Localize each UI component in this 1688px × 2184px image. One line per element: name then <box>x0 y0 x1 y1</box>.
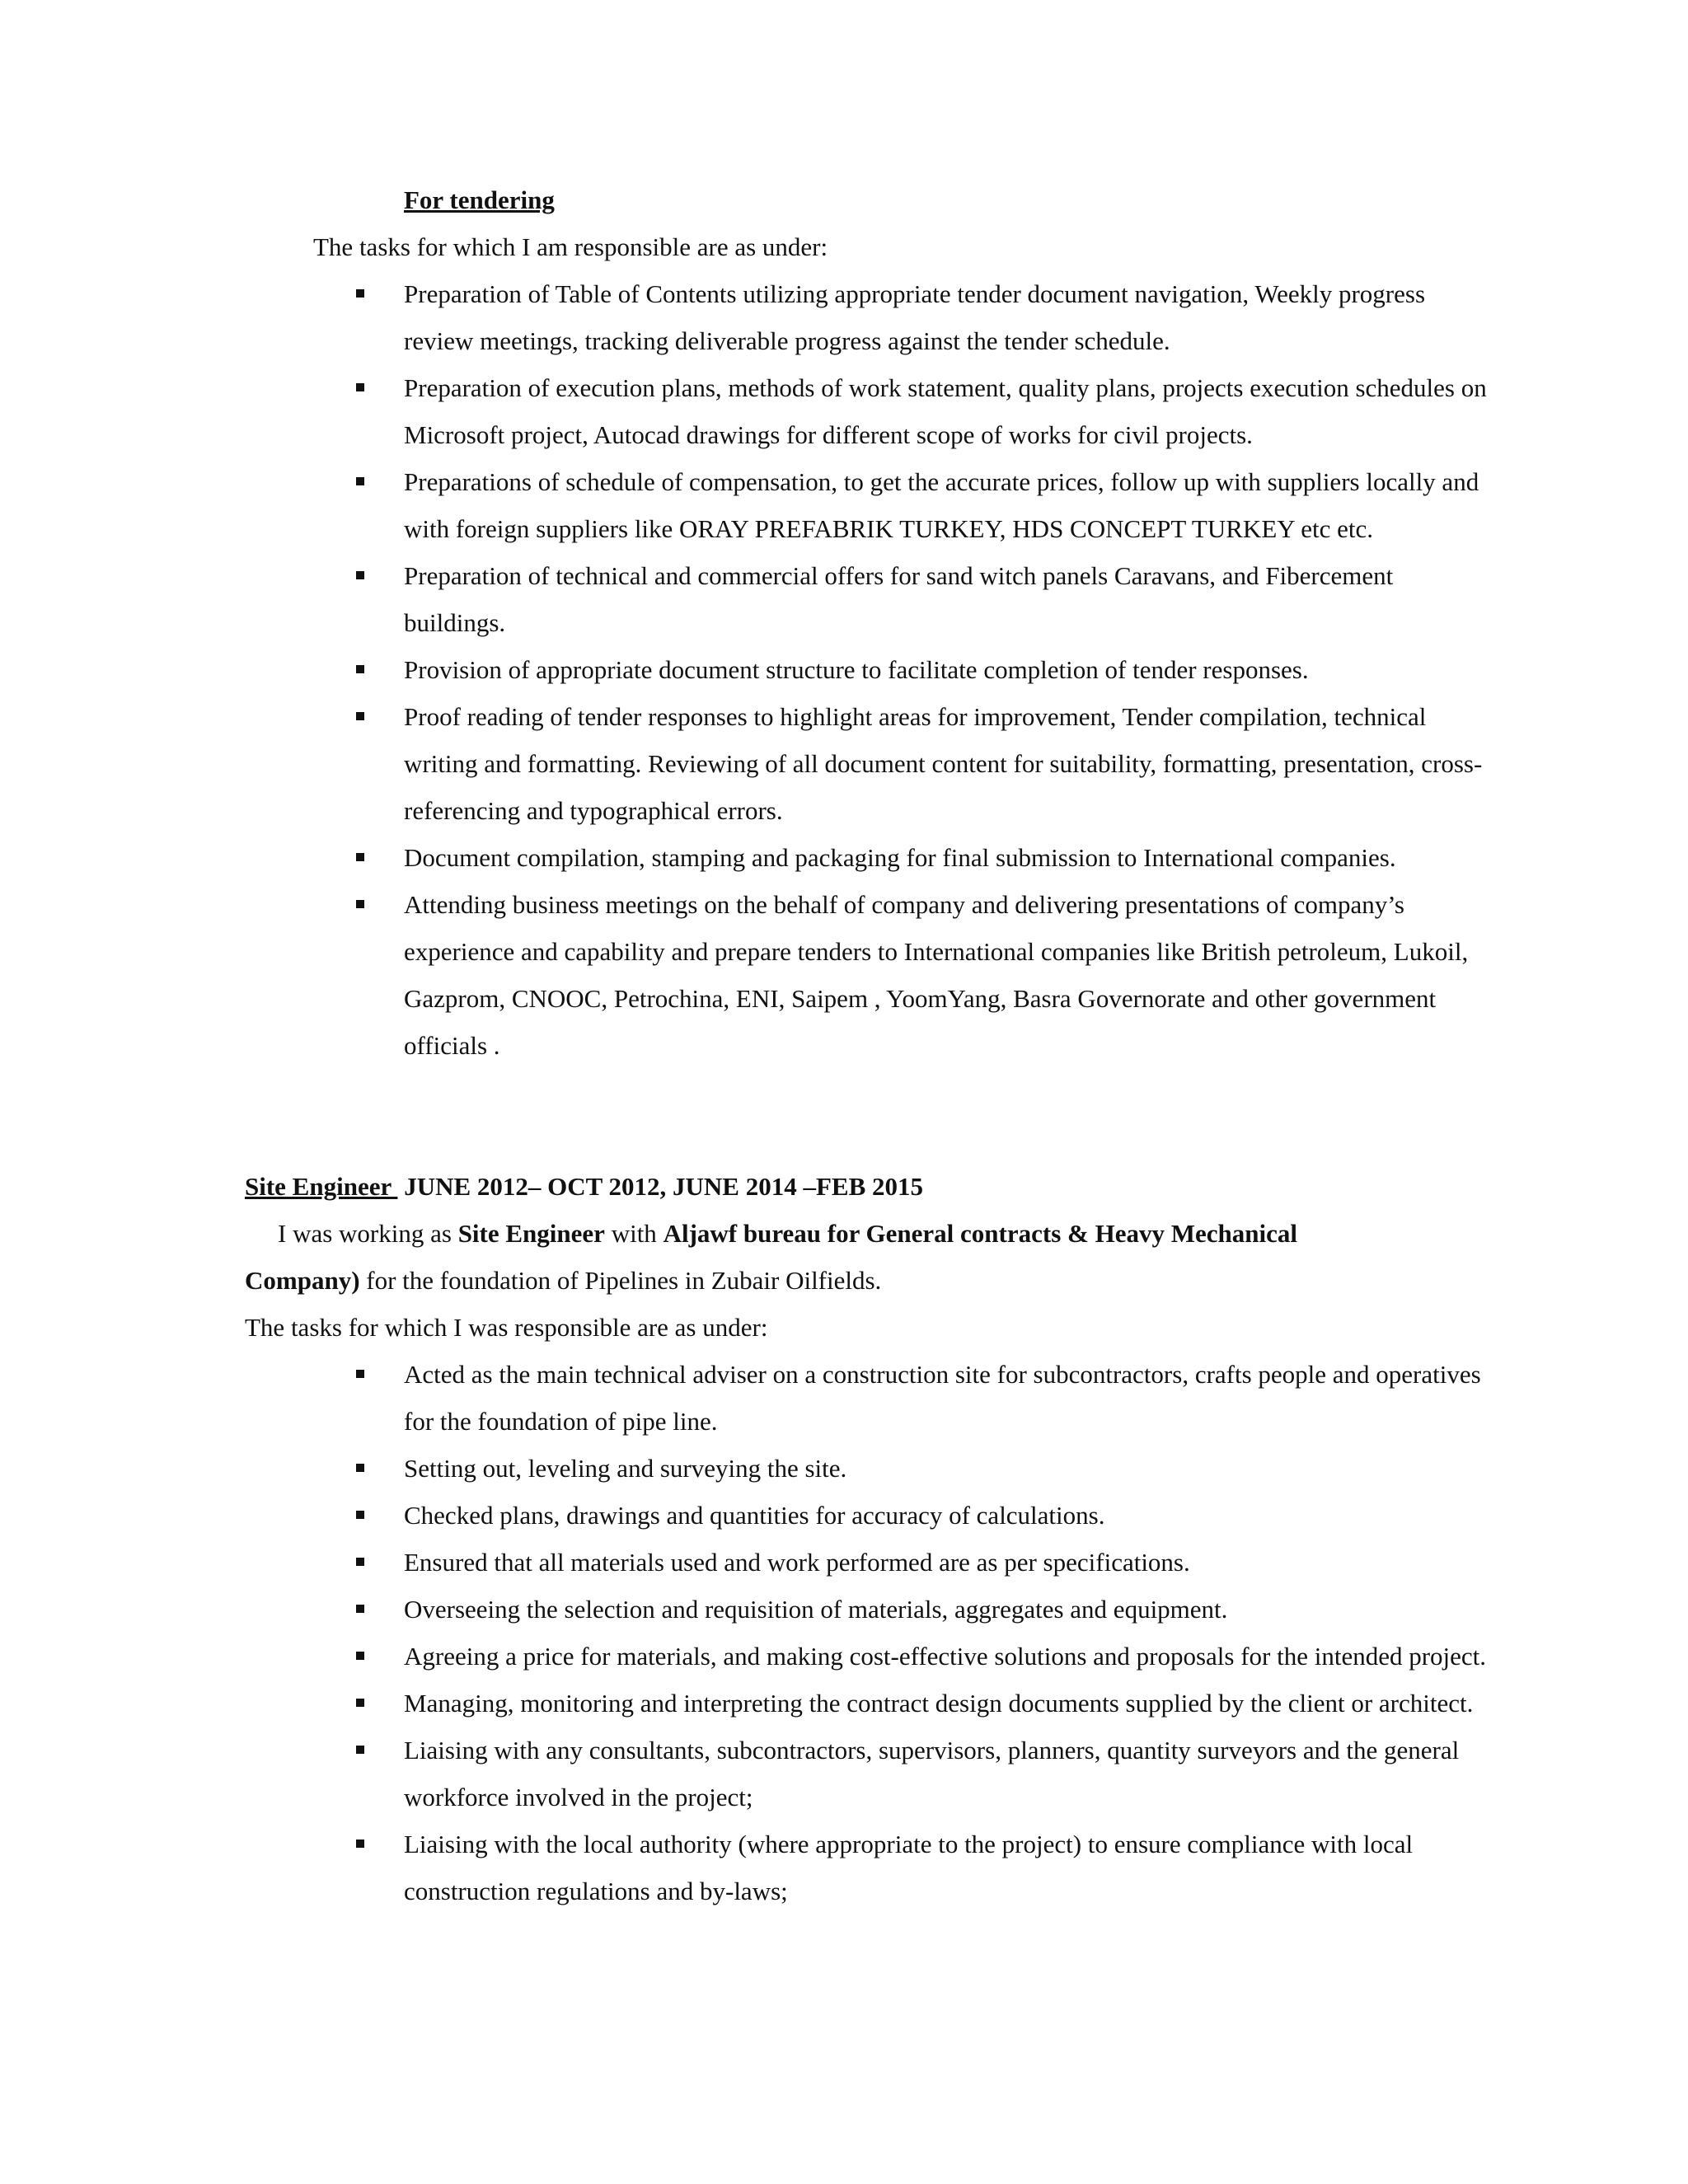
list-item <box>356 1586 1493 1633</box>
task-text: Ensured that all materials used and work performed are as per specifications. <box>404 1548 1190 1577</box>
list-item <box>356 1351 1493 1445</box>
task-text: Attending business meetings on the behalf of company and delivering presentations of company’s experience and capability and prepare tenders to International companies like British petroleum, Lukoil, Gazprom, CNOOC, Petrochina, ENI, Saipem , YoomYang, Basra Governorate and other government officials . <box>404 890 1469 1060</box>
bullet-icon <box>356 1464 364 1472</box>
bullet-icon <box>356 477 364 485</box>
task-text: Preparation of technical and commercial offers for sand witch panels Caravans, and Fibercement buildings. <box>404 561 1394 637</box>
tendering-task-list <box>356 270 1493 1069</box>
bullet-icon <box>356 665 364 673</box>
intro-role: Site Engineer <box>457 1219 605 1248</box>
site-engineer-heading <box>245 1163 923 1210</box>
site-engineer-tasks-intro: The tasks for which I was responsible are as under: <box>245 1313 768 1342</box>
task-text: Overseeing the selection and requisition of materials, aggregates and equipment. <box>404 1595 1228 1624</box>
list-item <box>356 552 1493 646</box>
tendering-intro: The tasks for which I am responsible are as under: <box>313 232 828 261</box>
bullet-icon <box>356 853 364 861</box>
site-engineer-intro <box>245 1210 1415 1304</box>
list-item <box>356 881 1493 1069</box>
list-item <box>356 270 1493 364</box>
task-text: Setting out, leveling and surveying the site. <box>404 1454 847 1483</box>
task-text: Liaising with the local authority (where appropriate to the project) to ensure compliance with local construction regulations and by-laws; <box>404 1830 1414 1905</box>
intro-company: Aljawf bureau for General contracts & Heavy Mechanical Company) <box>245 1219 1297 1295</box>
bullet-icon <box>356 1558 364 1566</box>
bullet-icon <box>356 1840 364 1848</box>
bullet-icon <box>356 712 364 720</box>
task-text: Preparations of schedule of compensation, to get the accurate prices, follow up with suppliers locally and with foreign suppliers like ORAY PREFABRIK TURKEY, HDS CONCEPT TURKEY etc etc. <box>404 467 1479 543</box>
bullet-icon <box>356 1511 364 1519</box>
bullet-icon <box>356 900 364 908</box>
bullet-icon <box>356 1370 364 1378</box>
site-engineer-task-list <box>356 1351 1493 1915</box>
list-item <box>356 1492 1493 1539</box>
intro-post: for the foundation of Pipelines in Zubair Oilfields. <box>359 1266 882 1295</box>
list-item <box>356 693 1493 834</box>
intro-mid: with <box>604 1219 663 1248</box>
bullet-icon <box>356 1699 364 1707</box>
task-text: Acted as the main technical adviser on a construction site for subcontractors, crafts people and operatives for the foundation of pipe line. <box>404 1360 1481 1436</box>
task-text: Preparation of execution plans, methods of work statement, quality plans, projects execution schedules on Microsoft project, Autocad drawings for different scope of works for civil projects. <box>404 373 1487 449</box>
list-item <box>356 1821 1493 1915</box>
list-item <box>356 1539 1493 1586</box>
task-text: Proof reading of tender responses to highlight areas for improvement, Tender compilation, technical writing and formatting. Reviewing of all document content for suitability, formatting, presentation, cross-referencing and typographical errors. <box>404 702 1483 825</box>
section-dates: JUNE 2012– OCT 2012, JUNE 2014 –FEB 2015 <box>397 1172 923 1201</box>
tendering-heading: For tendering <box>404 185 555 214</box>
list-item <box>356 1680 1493 1727</box>
list-item <box>356 834 1493 881</box>
task-text: Preparation of Table of Contents utilizing appropriate tender document navigation, Weekly progress review meetings, tracking deliverable progress against the tender schedule. <box>404 279 1426 355</box>
task-text: Provision of appropriate document structure to facilitate completion of tender responses. <box>404 655 1309 684</box>
bullet-icon <box>356 1746 364 1754</box>
bullet-icon <box>356 289 364 298</box>
task-text: Managing, monitoring and interpreting the contract design documents supplied by the client or architect. <box>404 1689 1474 1718</box>
list-item <box>356 1445 1493 1492</box>
task-text: Liaising with any consultants, subcontractors, supervisors, planners, quantity surveyors and the general workforce involved in the project; <box>404 1736 1460 1811</box>
task-text: Document compilation, stamping and packaging for final submission to International companies. <box>404 843 1396 872</box>
section-role: Site Engineer <box>245 1172 398 1201</box>
bullet-icon <box>356 383 364 391</box>
list-item <box>356 364 1493 458</box>
list-item <box>356 646 1493 693</box>
list-item <box>356 1633 1493 1680</box>
list-item <box>356 1727 1493 1821</box>
task-text: Checked plans, drawings and quantities for accuracy of calculations. <box>404 1501 1105 1530</box>
list-item <box>356 458 1493 552</box>
task-text: Agreeing a price for materials, and making cost-effective solutions and proposals for the intended project. <box>404 1642 1487 1671</box>
bullet-icon <box>356 1605 364 1613</box>
intro-pre: I was working as <box>278 1219 458 1248</box>
bullet-icon <box>356 1652 364 1660</box>
bullet-icon <box>356 571 364 579</box>
